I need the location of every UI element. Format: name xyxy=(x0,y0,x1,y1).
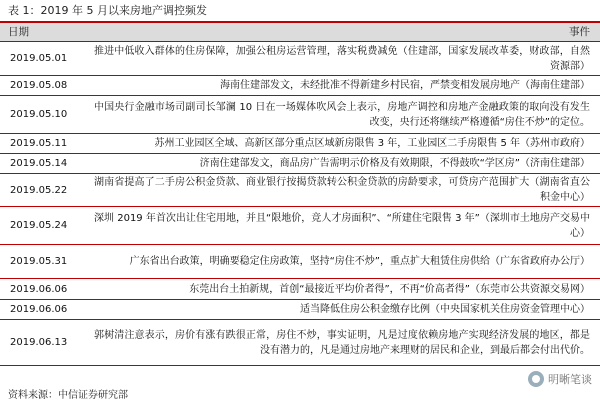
table-row xyxy=(0,279,600,300)
row-date: 2019.05.14 xyxy=(10,158,68,169)
row-event: 中国央行金融市场司副司长邹澜 10 日在一场媒体吹风会上表示，房地产调控和房地产金融政策的取向没有发生改变，央行还将继续严格遵循“房住不炒”的定位。 xyxy=(94,101,590,128)
header-event: 事件 xyxy=(569,26,590,38)
watermark xyxy=(528,369,592,389)
row-date: 2019.06.06 xyxy=(10,283,68,295)
row-event: 郭树清注意表示，房价有涨有跌很正常，房住不炒，事实证明，凡是过度依赖房地产实现经济发展的地区，都是没有潜力的，凡是通过房地产来理财的居民和企业，到最后都会付出代价。 xyxy=(94,329,590,356)
table-row xyxy=(0,134,600,154)
source-note: 资料来源：中信证券研究部 xyxy=(8,390,128,401)
table-row xyxy=(0,42,600,76)
row-date: 2019.06.13 xyxy=(10,337,68,348)
table-row xyxy=(0,96,600,134)
table-row xyxy=(0,245,600,279)
table-row xyxy=(0,76,600,96)
row-date: 2019.05.31 xyxy=(10,256,68,267)
row-date: 2019.05.24 xyxy=(10,220,68,231)
row-event: 深圳 2019 年首次出让住宅用地，并且“限地价，竞人才房面积”、“所建住宅限售 3 年”（深圳市土地房产交易中心） xyxy=(94,212,590,239)
row-event: 济南住建部发文，商品房广告需明示价格及有效期限，不得鼓吹“学区房”（济南住建部） xyxy=(199,158,590,169)
row-date: 2019.05.11 xyxy=(10,138,68,149)
table-row xyxy=(0,300,600,320)
table-row xyxy=(0,174,600,207)
table-row xyxy=(0,154,600,174)
table-title: 表 1：2019 年 5 月以来房地产调控频发 xyxy=(8,4,207,17)
row-event: 东莞出台土拍新规，首创“最接近平均价者得”，不再“价高者得”（东莞市公共资源交易网） xyxy=(189,283,590,295)
table-row xyxy=(0,207,600,245)
watermark-text: 明晰笔谈 xyxy=(548,373,592,386)
row-event: 苏州工业园区全域、高新区部分重点区域新房限售 3 年，工业园区二手房限售 5 年（苏州市政府） xyxy=(154,138,590,149)
table-body xyxy=(0,42,600,366)
row-event: 广东省出台政策，明确要稳定住房政策，坚持“房住不炒”，重点扩大租赁住房供给（广东省政府办公厅） xyxy=(129,256,590,267)
row-date: 2019.05.08 xyxy=(10,80,68,91)
table-header xyxy=(0,23,600,42)
row-date: 2019.06.06 xyxy=(10,304,68,315)
row-date: 2019.05.22 xyxy=(10,184,68,196)
row-event: 海南住建部发文，未经批准不得新建乡村民宿，严禁变相发展房地产（海南住建部） xyxy=(220,80,590,91)
header-date: 日期 xyxy=(8,26,29,38)
row-date: 2019.05.10 xyxy=(10,109,68,120)
table-row xyxy=(0,320,600,366)
row-event: 湖南省提高了二手房公积金贷款、商业银行按揭贷款转公积金贷款的房龄要求，可贷房产范围扩大（湖南省直公积金中心） xyxy=(94,177,590,203)
row-date: 2019.05.01 xyxy=(10,53,68,64)
wechat-logo-icon xyxy=(528,371,544,387)
row-event: 适当降低住房公积金缴存比例（中央国家机关住房资金管理中心） xyxy=(300,304,590,315)
row-event: 推进中低收入群体的住房保障，加强公租房运营管理，落实税费减免（住建部，国家发展改革委，财政部，自然资源部） xyxy=(94,45,590,72)
